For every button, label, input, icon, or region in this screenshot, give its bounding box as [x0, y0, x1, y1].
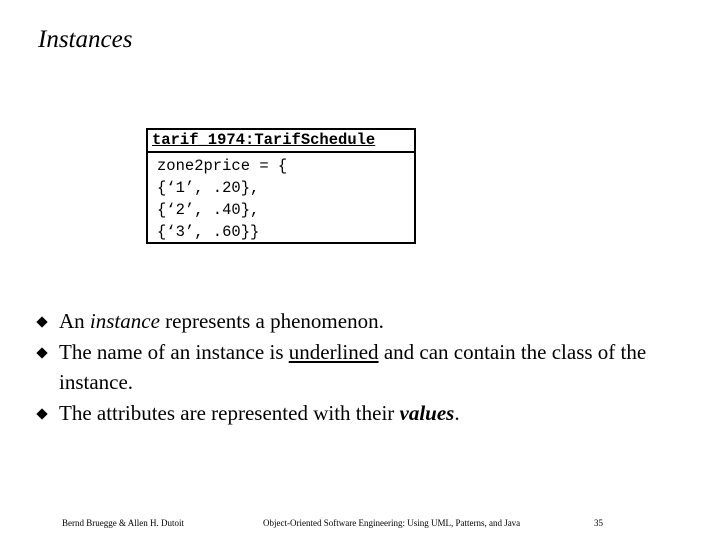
footer-page-number: 35 [594, 518, 603, 528]
instance-attributes [148, 153, 414, 243]
bullet-list [38, 306, 688, 429]
attribute-line: {‘1’, .20}, [157, 179, 260, 197]
bullet-text: An [59, 309, 90, 333]
bullet-item [38, 306, 688, 336]
attribute-line: {‘3’, .60}} [157, 223, 260, 241]
emphasis-values: values [399, 401, 455, 425]
bullet-item [38, 398, 688, 428]
footer-authors: Bernd Bruegge & Allen H. Dutoit [62, 518, 184, 528]
bullet-text: The name of an instance is [59, 340, 289, 364]
bullet-text: and can contain the class of the instance. [59, 340, 647, 394]
diamond-bullet-icon [36, 347, 47, 358]
instance-name: tarif_1974:TarifSchedule [148, 130, 414, 153]
uml-instance-box [146, 128, 416, 244]
emphasis-underlined: underlined [288, 340, 379, 364]
slide-title: Instances [38, 26, 133, 53]
emphasis-instance: instance [89, 309, 160, 333]
diamond-bullet-icon [36, 408, 47, 419]
bullet-text: . [454, 401, 460, 425]
attribute-line: {‘2’, .40}, [157, 201, 260, 219]
diamond-bullet-icon [36, 316, 47, 327]
bullet-item [38, 337, 688, 397]
footer-book-title: Object-Oriented Software Engineering: Using UML, Patterns, and Java [263, 518, 521, 528]
bullet-text: represents a phenomenon. [159, 309, 384, 333]
bullet-text: The attributes are represented with their [59, 401, 400, 425]
attribute-line: zone2price = { [157, 157, 288, 175]
